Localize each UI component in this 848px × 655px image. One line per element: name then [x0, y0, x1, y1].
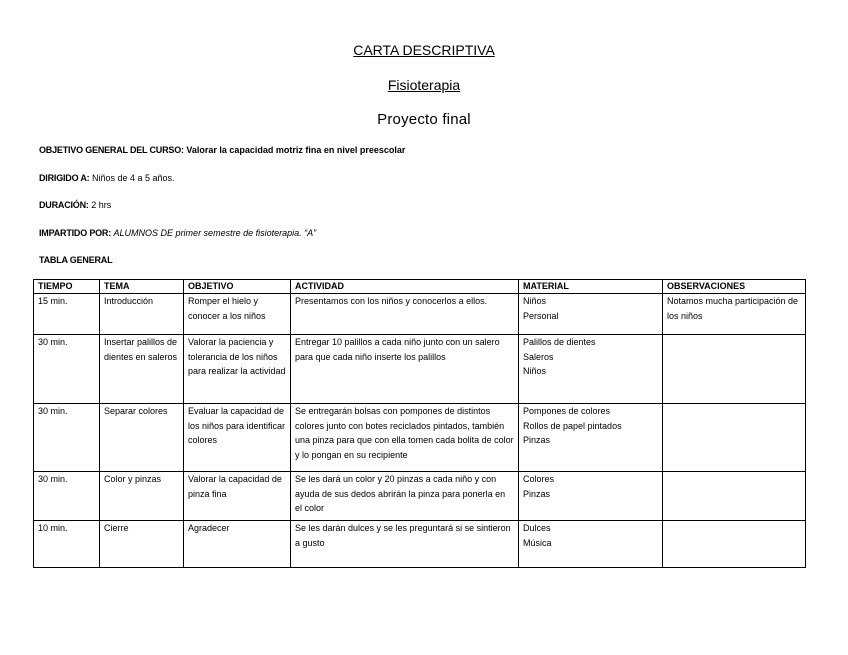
duracion-label: DURACIÓN: — [39, 200, 89, 210]
cell-objetivo: Evaluar la capacidad de los niños para identificar colores — [184, 404, 291, 472]
header-observaciones: OBSERVACIONES — [663, 280, 806, 294]
cell-observaciones — [663, 335, 806, 404]
cell-objetivo: Romper el hielo y conocer a los niños — [184, 294, 291, 335]
cell-objetivo: Agradecer — [184, 521, 291, 568]
cell-actividad: Entregar 10 palillos a cada niño junto con un salero para que cada niño inserte los palillos — [291, 335, 519, 404]
table-header-row — [34, 280, 806, 294]
table-row — [34, 404, 806, 472]
cell-observaciones — [663, 521, 806, 568]
table-row — [34, 294, 806, 335]
cell-tema: Insertar palillos de dientes en saleros — [100, 335, 184, 404]
cell-actividad: Se entregarán bolsas con pompones de distintos colores junto con botes reciclados pintados, también una pinza para que con ella tomen cada bolita de color y lo pongan en su recipiente — [291, 404, 519, 472]
cell-material: Palillos de dientes Saleros Niños — [519, 335, 663, 404]
header-actividad: ACTIVIDAD — [291, 280, 519, 294]
cell-actividad: Se les darán dulces y se les preguntará si se sintieron a gusto — [291, 521, 519, 568]
cell-material: Dulces Música — [519, 521, 663, 568]
dirigido-line — [39, 173, 175, 183]
table-row — [34, 335, 806, 404]
header-tema: TEMA — [100, 280, 184, 294]
cell-tiempo: 30 min. — [34, 335, 100, 404]
header-objetivo: OBJETIVO — [184, 280, 291, 294]
cell-tiempo: 10 min. — [34, 521, 100, 568]
cell-tiempo: 15 min. — [34, 294, 100, 335]
dirigido-label: DIRIGIDO A: — [39, 173, 90, 183]
cell-material: Pompones de colores Rollos de papel pintados Pinzas — [519, 404, 663, 472]
table-row — [34, 472, 806, 521]
cell-tiempo: 30 min. — [34, 472, 100, 521]
impartido-line — [39, 228, 316, 238]
impartido-label: IMPARTIDO POR: — [39, 228, 112, 238]
objetivo-label: OBJETIVO GENERAL DEL CURSO: — [39, 145, 184, 155]
cell-material: Niños Personal — [519, 294, 663, 335]
cell-actividad: Se les dará un color y 20 pinzas a cada niño y con ayuda de sus dedos abrirán la pinza para ponerla en el color — [291, 472, 519, 521]
objetivo-line — [39, 145, 405, 155]
objetivo-value: Valorar la capacidad motriz fina en nivel preescolar — [186, 145, 406, 155]
dirigido-value: Niños de 4 a 5 años. — [91, 173, 175, 183]
cell-observaciones — [663, 472, 806, 521]
cell-observaciones — [663, 404, 806, 472]
cell-tema: Introducción — [100, 294, 184, 335]
tabla-general-label: TABLA GENERAL — [39, 255, 113, 265]
header-tiempo: TIEMPO — [34, 280, 100, 294]
cell-objetivo: Valorar la capacidad de pinza fina — [184, 472, 291, 521]
schedule-table — [33, 279, 806, 568]
cell-material: Colores Pinzas — [519, 472, 663, 521]
duracion-line — [39, 200, 111, 210]
project-title: Proyecto final — [377, 111, 471, 128]
cell-observaciones: Notamos mucha participación de los niños — [663, 294, 806, 335]
impartido-value: ALUMNOS DE primer semestre de fisioterapia. “A” — [113, 228, 317, 238]
table-row — [34, 521, 806, 568]
document-title: CARTA DESCRIPTIVA — [353, 42, 495, 58]
cell-tiempo: 30 min. — [34, 404, 100, 472]
cell-tema: Color y pinzas — [100, 472, 184, 521]
header-material: MATERIAL — [519, 280, 663, 294]
cell-actividad: Presentamos con los niños y conocerlos a ellos. — [291, 294, 519, 335]
cell-objetivo: Valorar la paciencia y tolerancia de los niños para realizar la actividad — [184, 335, 291, 404]
cell-tema: Separar colores — [100, 404, 184, 472]
cell-tema: Cierre — [100, 521, 184, 568]
document-subtitle: Fisioterapia — [387, 77, 461, 93]
duracion-value: 2 hrs — [91, 200, 112, 210]
